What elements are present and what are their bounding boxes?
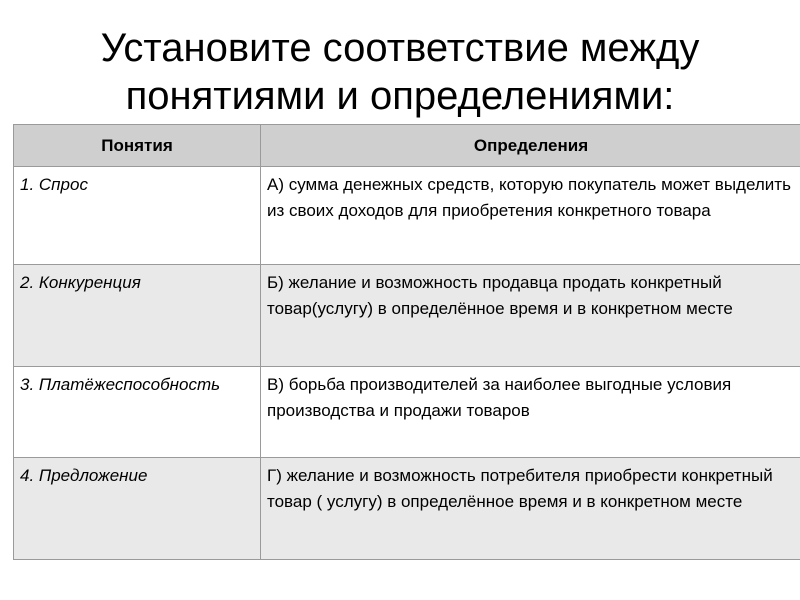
matching-table [13, 124, 800, 560]
title-line-2: понятиями и определениями: [125, 74, 675, 118]
table-row [14, 167, 800, 265]
table-header-row [14, 125, 800, 167]
table-row [14, 265, 800, 367]
header-concepts: Понятия [14, 125, 261, 167]
page-title [0, 24, 800, 120]
title-line-1: Установите соответствие между [100, 26, 700, 70]
definition-cell: Г) желание и возможность потребителя приобрести конкретный товар ( услугу) в определённое время и в конкретном месте [261, 458, 800, 560]
concept-cell: 4. Предложение [14, 458, 261, 560]
definition-cell: В) борьба производителей за наиболее выгодные условия производства и продажи товаров [261, 367, 800, 458]
header-definitions: Определения [261, 125, 800, 167]
definition-cell: А) сумма денежных средств, которую покупатель может выделить из своих доходов для приобретения конкретного товара [261, 167, 800, 265]
table-row [14, 367, 800, 458]
concept-cell: 1. Спрос [14, 167, 261, 265]
definition-cell: Б) желание и возможность продавца продать конкретный товар(услугу) в определённое время и в конкретном месте [261, 265, 800, 367]
table-row [14, 458, 800, 560]
concept-cell: 2. Конкуренция [14, 265, 261, 367]
concept-cell: 3. Платёжеспособность [14, 367, 261, 458]
